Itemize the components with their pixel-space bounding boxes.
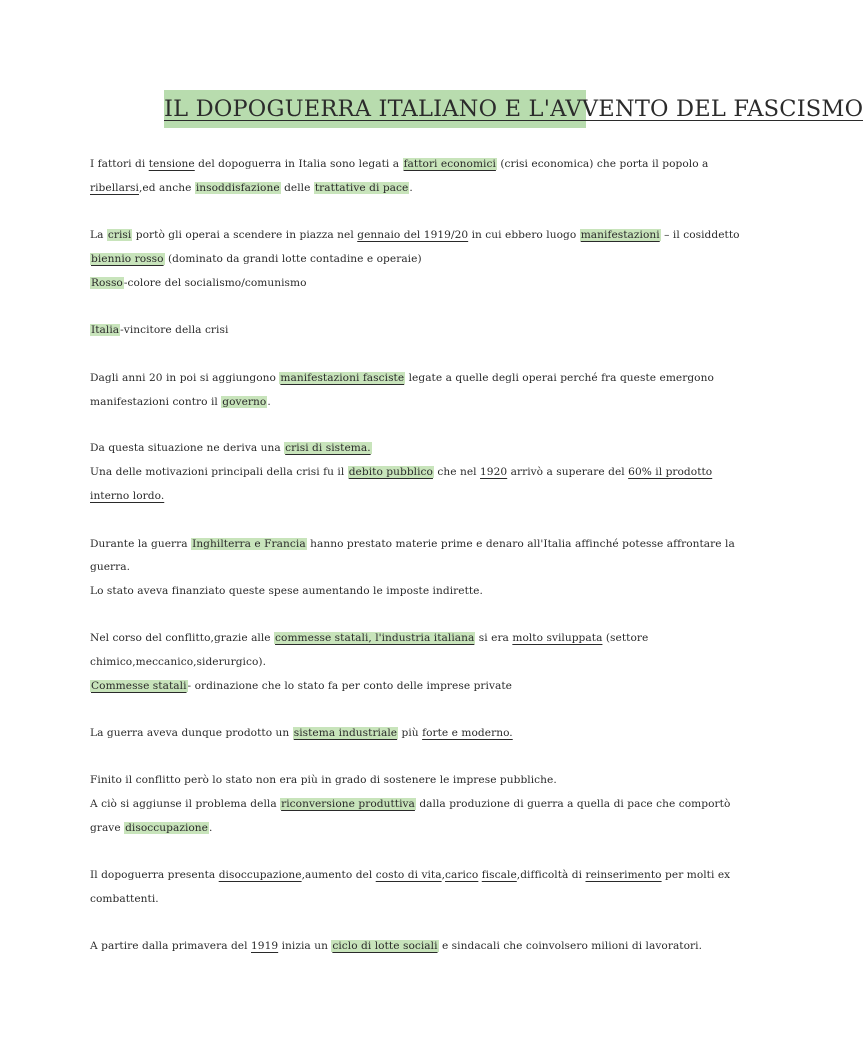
text-segment: La xyxy=(90,229,107,241)
text-segment: e sindacali che coinvolsero milioni di lavoratori. xyxy=(438,940,703,952)
text-segment: . xyxy=(267,396,271,408)
text-segment: (dominato da grandi lotte contadine e operaie) xyxy=(164,253,422,265)
text-line xyxy=(90,820,690,836)
text-segment: Da questa situazione ne deriva una xyxy=(90,442,285,454)
text-line xyxy=(90,536,735,552)
text-segment: -vincitore della crisi xyxy=(120,324,229,336)
underlined-term: forte e moderno. xyxy=(422,727,513,739)
text-segment: Nel corso del conflitto,grazie alle xyxy=(90,632,275,644)
text-line xyxy=(90,156,709,172)
text-line xyxy=(90,488,690,504)
highlighted-term: commesse statali, l'industria italiana xyxy=(275,632,475,644)
text-segment: portò gli operai a scendere in piazza nel xyxy=(132,229,358,241)
underlined-term: carico xyxy=(445,869,479,881)
text-line xyxy=(90,440,690,456)
text-line xyxy=(90,464,713,480)
highlighted-term: insoddisfazione xyxy=(195,182,280,194)
underlined-term: ribellarsi xyxy=(90,182,139,194)
text-segment: ,difficoltà di xyxy=(516,869,586,881)
underlined-term: gennaio del 1919/20 xyxy=(357,229,469,241)
text-segment: I fattori di xyxy=(90,158,149,170)
text-line xyxy=(90,583,690,599)
text-segment: , xyxy=(441,869,446,881)
underlined-term: fiscale xyxy=(481,869,517,881)
underlined-term: molto sviluppata xyxy=(512,632,603,644)
highlighted-term: governo xyxy=(222,396,267,408)
text-segment: . xyxy=(409,182,413,194)
text-segment: Una delle motivazioni principali della crisi fu il xyxy=(90,466,348,478)
text-line xyxy=(90,370,714,386)
highlighted-term: disoccupazione xyxy=(125,822,209,834)
text-segment: (settore xyxy=(602,632,649,644)
text-segment: più xyxy=(398,727,423,739)
text-line xyxy=(90,654,690,670)
highlighted-term: riconversione produttiva xyxy=(281,798,415,810)
text-line xyxy=(90,938,703,954)
highlighted-term: Commesse statali xyxy=(91,680,187,692)
text-segment: manifestazioni contro il xyxy=(90,396,222,408)
text-segment: delle xyxy=(280,182,314,194)
text-line xyxy=(90,867,731,883)
underlined-term: 60% il prodotto xyxy=(628,466,713,478)
text-line xyxy=(90,394,690,410)
text-segment: Finito il conflitto però lo stato non era più in grado di sostenere le imprese pubbliche. xyxy=(90,774,557,786)
text-line xyxy=(90,559,690,575)
underlined-term: reinserimento xyxy=(585,869,662,881)
text-segment: in cui ebbero luogo xyxy=(468,229,580,241)
text-segment: chimico,meccanico,siderurgico). xyxy=(90,656,266,668)
text-segment: per molti ex xyxy=(661,869,731,881)
text-line xyxy=(90,796,731,812)
text-segment: A ciò si aggiunse il problema della xyxy=(90,798,281,810)
text-line xyxy=(90,275,690,291)
text-segment: inizia un xyxy=(278,940,332,952)
text-segment: Il dopoguerra presenta xyxy=(90,869,219,881)
text-segment: guerra. xyxy=(90,561,131,573)
text-segment: ,ed anche xyxy=(138,182,195,194)
highlighted-term: ciclo di lotte sociali xyxy=(332,940,438,952)
highlighted-term: trattative di pace xyxy=(314,182,409,194)
text-line xyxy=(90,227,740,243)
text-segment: -colore del socialismo/comunismo xyxy=(123,277,307,289)
underlined-term: 1920 xyxy=(480,466,508,478)
text-line xyxy=(90,630,690,646)
text-line xyxy=(90,322,690,338)
text-segment: - ordinazione che lo stato fa per conto delle imprese private xyxy=(187,680,512,692)
underlined-term: interno lordo. xyxy=(90,490,165,502)
document-title: IL DOPOGUERRA ITALIANO E L'AVVENTO DEL FASCISMO xyxy=(164,90,586,128)
text-segment: dalla produzione di guerra a quella di pace che comportò xyxy=(415,798,731,810)
text-line xyxy=(90,891,690,907)
highlighted-term: Inghilterra e Francia xyxy=(192,538,306,550)
text-segment: grave xyxy=(90,822,125,834)
highlighted-term: debito pubblico xyxy=(348,466,433,478)
highlighted-term: Rosso xyxy=(91,277,123,289)
underlined-term: disoccupazione xyxy=(218,869,302,881)
highlighted-term: biennio rosso xyxy=(91,253,164,265)
highlighted-term: manifestazioni xyxy=(580,229,660,241)
highlighted-term: Italia xyxy=(91,324,120,336)
text-segment: La guerra aveva dunque prodotto un xyxy=(90,727,293,739)
text-segment: legate a quelle degli operai perché fra queste emergono xyxy=(405,372,714,384)
text-line xyxy=(90,180,690,196)
text-segment: combattenti. xyxy=(90,893,159,905)
text-line xyxy=(90,251,690,267)
highlighted-term: crisi xyxy=(107,229,132,241)
text-segment: del dopoguerra in Italia sono legati a xyxy=(194,158,403,170)
underlined-term: costo di vita xyxy=(375,869,442,881)
text-segment: . xyxy=(209,822,213,834)
text-segment: arrivò a superare del xyxy=(507,466,629,478)
text-segment: A partire dalla primavera del xyxy=(90,940,251,952)
text-segment: si era xyxy=(475,632,513,644)
highlighted-term: fattori economici xyxy=(403,158,496,170)
highlighted-term: crisi di sistema. xyxy=(285,442,371,454)
text-line xyxy=(90,725,690,741)
text-segment: – il cosiddetto xyxy=(660,229,740,241)
text-line xyxy=(90,678,690,694)
text-line xyxy=(90,772,690,788)
highlighted-term: sistema industriale xyxy=(293,727,398,739)
highlighted-term: manifestazioni fasciste xyxy=(280,372,405,384)
underlined-term: 1919 xyxy=(251,940,279,952)
text-segment: ,aumento del xyxy=(301,869,376,881)
text-segment: Lo stato aveva finanziato queste spese aumentando le imposte indirette. xyxy=(90,585,483,597)
text-segment: che nel xyxy=(433,466,481,478)
text-segment: (crisi economica) che porta il popolo a xyxy=(496,158,709,170)
text-segment: hanno prestato materie prime e denaro all'Italia affinché potesse affrontare la xyxy=(306,538,735,550)
text-segment: Dagli anni 20 in poi si aggiungono xyxy=(90,372,280,384)
text-segment: Durante la guerra xyxy=(90,538,192,550)
underlined-term: tensione xyxy=(148,158,195,170)
